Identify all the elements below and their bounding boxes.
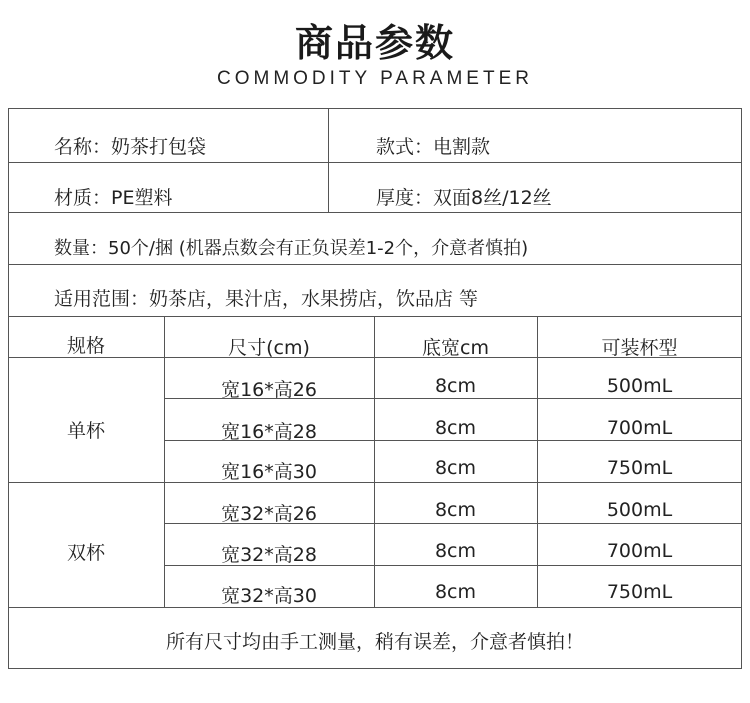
product-name: 名称：奶茶打包袋 — [54, 136, 207, 158]
cup-type-cell: 700mL — [606, 417, 673, 439]
page-title: 商品参数 — [294, 21, 455, 65]
size-cell: 宽16*高30 — [221, 461, 317, 483]
product-thickness: 厚度：双面8丝/12丝 — [376, 187, 552, 209]
header-cup-type: 可装杯型 — [601, 337, 678, 359]
size-cell: 宽16*高26 — [221, 379, 317, 401]
divider — [8, 162, 742, 163]
divider — [8, 264, 742, 265]
size-cell: 宽32*高28 — [221, 544, 317, 566]
group-label-single: 单杯 — [66, 420, 105, 442]
cup-type-cell: 700mL — [606, 540, 673, 562]
group-label-double: 双杯 — [66, 542, 105, 564]
measurement-note: 所有尺寸均由手工测量，稍有误差，介意者慎拍！ — [165, 631, 584, 653]
cup-type-cell: 750mL — [606, 581, 673, 603]
cup-type-cell: 500mL — [606, 499, 673, 521]
header-spec: 规格 — [66, 335, 105, 357]
divider — [8, 212, 742, 213]
bottom-width-cell: 8cm — [434, 581, 477, 603]
page-subtitle: COMMODITY PARAMETER — [217, 68, 533, 89]
divider — [8, 482, 742, 483]
cup-type-cell: 500mL — [606, 375, 673, 397]
size-cell: 宽32*高30 — [221, 585, 317, 607]
bottom-width-cell: 8cm — [434, 375, 477, 397]
size-cell: 宽32*高26 — [221, 503, 317, 525]
product-quantity: 数量：50个/捆 (机器点数会有正负误差1-2个，介意者慎拍) — [54, 238, 529, 259]
bottom-width-cell: 8cm — [434, 540, 477, 562]
header-bottom-width: 底宽cm — [422, 337, 489, 359]
product-style: 款式：电割款 — [376, 136, 491, 158]
cup-type-cell: 750mL — [606, 457, 673, 479]
product-usage: 适用范围：奶茶店，果汁店，水果捞店，饮品店 等 — [54, 288, 479, 310]
header-size: 尺寸(cm) — [228, 337, 310, 359]
bottom-width-cell: 8cm — [434, 457, 477, 479]
size-cell: 宽16*高28 — [221, 421, 317, 443]
product-material: 材质：PE塑料 — [54, 187, 173, 209]
bottom-width-cell: 8cm — [434, 499, 477, 521]
bottom-width-cell: 8cm — [434, 417, 477, 439]
divider — [8, 607, 742, 608]
divider — [8, 316, 742, 317]
divider — [328, 108, 329, 212]
